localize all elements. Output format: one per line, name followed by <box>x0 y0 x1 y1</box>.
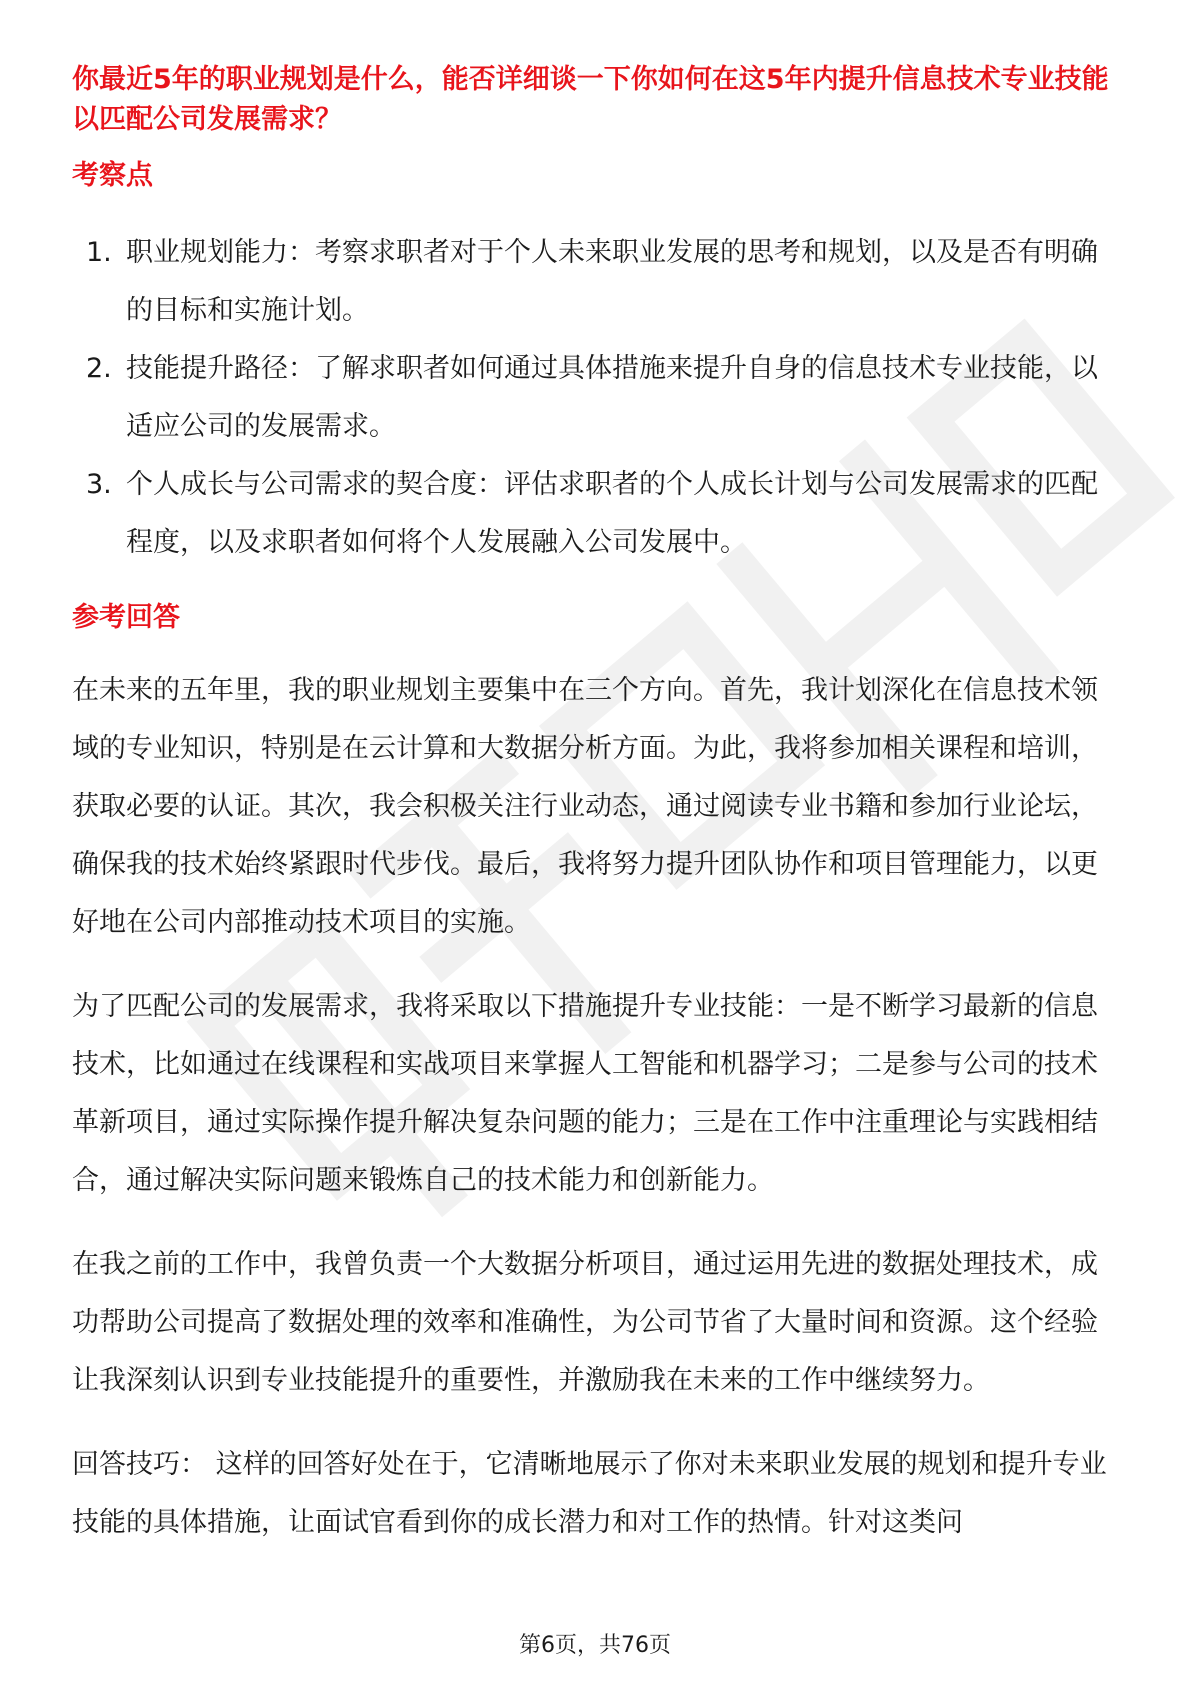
answer-paragraph: 在未来的五年里，我的职业规划主要集中在三个方向。首先，我计划深化在信息技术领域的专业知识，特别是在云计算和大数据分析方面。为此，我将参加相关课程和培训，获取必要的认证。其次，我会积极关注行业动态，通过阅读专业书籍和参加行业论坛，确保我的技术始终紧跟时代步伐。最后，我将努力提升团队协作和项目管理能力，以更好地在公司内部推动技术项目的实施。 <box>72 675 1098 938</box>
list-item-number: 2. <box>86 353 112 384</box>
answer-tip-paragraph: 回答技巧： 这样的回答好处在于，它清晰地展示了你对未来职业发展的规划和提升专业技能的具体措施，让面试官看到你的成长潜力和对工作的热情。针对这类问 <box>72 1449 1107 1538</box>
document-body <box>72 60 1122 1552</box>
list-item <box>72 456 1122 572</box>
list-item-number: 1. <box>86 237 112 268</box>
list-item <box>72 340 1122 456</box>
list-item-number: 3. <box>86 469 112 500</box>
answer-paragraph: 在我之前的工作中，我曾负责一个大数据分析项目，通过运用先进的数据处理技术，成功帮助公司提高了数据处理的效率和准确性，为公司节省了大量时间和资源。这个经验让我深刻认识到专业技能提升的重要性，并激励我在未来的工作中继续努力。 <box>72 1249 1098 1396</box>
list-item-text: 职业规划能力：考察求职者对于个人未来职业发展的思考和规划，以及是否有明确的目标和实施计划。 <box>126 237 1098 326</box>
answer-paragraph: 为了匹配公司的发展需求，我将采取以下措施提升专业技能：一是不断学习最新的信息技术，比如通过在线课程和实战项目来掌握人工智能和机器学习；二是参与公司的技术革新项目，通过实际操作提升解决复杂问题的能力；三是在工作中注重理论与实践相结合，通过解决实际问题来锻炼自己的技术能力和创新能力。 <box>72 991 1098 1196</box>
page-number-footer: 第6页，共76页 <box>519 1633 671 1658</box>
question-heading: 你最近5年的职业规划是什么，能否详细谈一下你如何在这5年内提升信息技术专业技能以匹配公司发展需求？ <box>72 64 1109 135</box>
points-list <box>72 224 1122 572</box>
list-item-text: 技能提升路径：了解求职者如何通过具体措施来提升自身的信息技术专业技能，以适应公司的发展需求。 <box>126 353 1098 442</box>
points-section-title: 考察点 <box>72 160 153 191</box>
list-item <box>72 224 1122 340</box>
answer-section-title: 参考回答 <box>72 602 180 633</box>
list-item-text: 个人成长与公司需求的契合度：评估求职者的个人成长计划与公司发展需求的匹配程度，以及求职者如何将个人发展融入公司发展中。 <box>126 469 1098 558</box>
